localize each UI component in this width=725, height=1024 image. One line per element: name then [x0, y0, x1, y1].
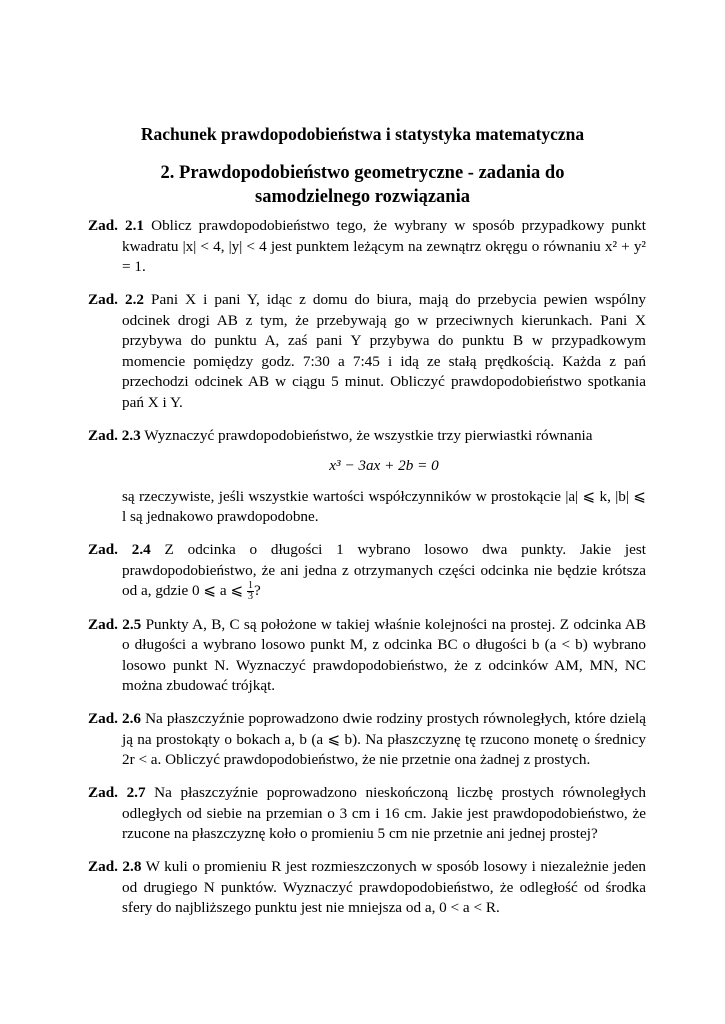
- problem-text: Na płaszczyźnie poprowadzono dwie rodziny prostych równoległych, które dzielą ją na prostokąty o bokach a, b (a ⩽ b). Na płaszczyznę tę rzucono monetę o średnicy 2r < a. Obliczyć prawdopodobieństwo, że nie przetnie ona żadnej z prostych.: [122, 710, 647, 769]
- problem-2-8: [88, 857, 646, 919]
- problem-text: Na płaszczyźnie poprowadzono nieskończoną liczbę prostych równoległych odległych od siebie na przemian o 3 cm i 16 cm. Jakie jest prawdopodobieństwo, że rzucone na płaszczyznę koło o promieniu 5 cm nie przetnie ani jednej prostej?: [122, 784, 647, 843]
- fraction-denominator: 3: [247, 591, 253, 603]
- problem-label: Zad. 2.2: [88, 291, 144, 308]
- problem-text: Pani X i pani Y, idąc z domu do biura, mają do przebycia pewien wspólny odcinek drogi AB z tym, że przebywają go w przeciwnych kierunkach. Pani X przybywa do punktu A, zaś pani Y przybywa do punktu B w przypadkowym momencie pomiędzy godz. 7:30 a 7:45 i idą ze stałą prędkością. Każda z pań przechodzi odcinek AB w ciągu 5 minut. Obliczyć prawdopodobieństwo spotkania pań X i Y.: [122, 291, 647, 411]
- problem-2-5: [88, 615, 646, 697]
- problem-label: Zad. 2.4: [88, 541, 151, 558]
- subtitle-line-1: 2. Prawdopodobieństwo geometryczne - zadania do: [160, 163, 565, 183]
- problem-tail: ?: [253, 582, 261, 599]
- problem-label: Zad. 2.3: [88, 426, 141, 444]
- problem-list: [88, 216, 646, 931]
- fraction: [247, 581, 254, 602]
- document-subtitle: [120, 161, 605, 209]
- problem-2-6: [88, 709, 646, 771]
- problem-text-continued: są rzeczywiste, jeśli wszystkie wartości współczynników w prostokącie |a| ⩽ k, |b| ⩽ l są jednakowo prawdopodobne.: [122, 487, 646, 525]
- problem-2-7: [88, 783, 646, 845]
- problem-text: Z odcinka o długości 1 wybrano losowo dwa punkty. Jakie jest prawdopodobieństwo, że ani jedna z otrzymanych części odcinka nie będzie krótsza od a, gdzie 0 ⩽ a ⩽: [122, 541, 647, 599]
- problem-text: W kuli o promieniu R jest rozmieszczonych w sposób losowy i niezależnie jeden od drugiego N punktów. Wyznaczyć prawdopodobieństwo, że odległość od środka sfery do najbliższego punktu jest nie mniejsza od a, 0 < a < R.: [122, 858, 646, 917]
- equation: x³ − 3ax + 2b = 0: [329, 457, 439, 474]
- problem-2-2: [88, 290, 646, 413]
- problem-text: Wyznaczyć prawdopodobieństwo, że wszystkie trzy pierwiastki równania: [144, 426, 593, 444]
- problem-text: Punkty A, B, C są położone w takiej właśnie kolejności na prostej. Z odcinka AB o długości a wybrano losowo punkt M, z odcinka BC o długości b (a < b) wybrano losowo punkt N. Wyznaczyć prawdopodobieństwo, że z odcinków AM, MN, NC można zbudować trójkąt.: [122, 615, 647, 695]
- fraction-numerator: 1: [247, 580, 253, 592]
- problem-label: Zad. 2.6: [88, 710, 142, 728]
- problem-text: Oblicz prawdopodobieństwo tego, że wybrany w sposób przypadkowy punkt kwadratu |x| < 4, |y| < 4 jest punktem leżącym na zewnątrz okręgu o równaniu x² + y² = 1.: [122, 217, 646, 275]
- problem-label: Zad. 2.7: [88, 784, 146, 802]
- problem-2-3: [88, 426, 646, 528]
- problem-label: Zad. 2.8: [88, 858, 142, 876]
- problem-2-4: [88, 540, 646, 602]
- problem-label: Zad. 2.5: [88, 615, 142, 633]
- subtitle-line-2: samodzielnego rozwiązania: [255, 187, 470, 207]
- problem-label: Zad. 2.1: [88, 217, 145, 234]
- problem-2-1: [88, 216, 646, 278]
- document-title: Rachunek prawdopodobieństwa i statystyka matematyczna: [140, 124, 585, 144]
